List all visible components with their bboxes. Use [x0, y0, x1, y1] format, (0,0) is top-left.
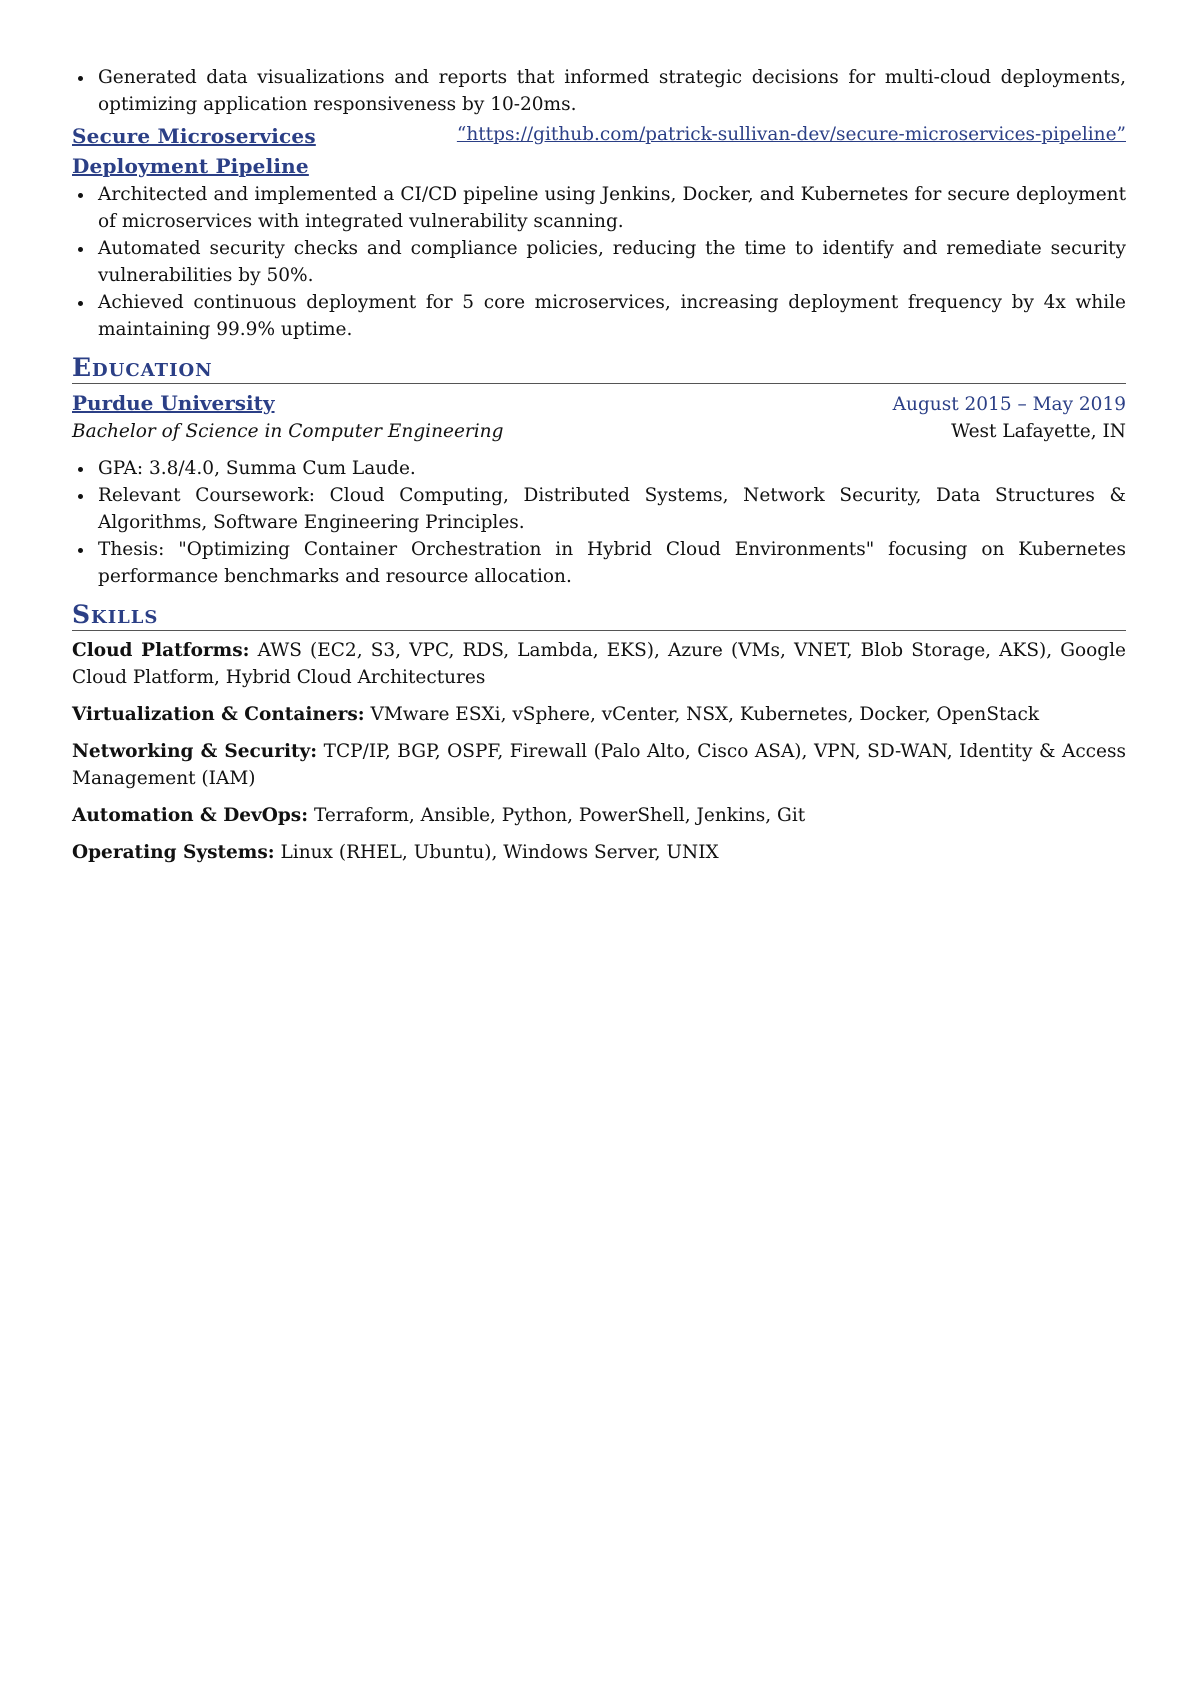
education-bullet-list: [72, 455, 1126, 590]
project-repo-link[interactable]: “https://github.com/patrick-sullivan-dev/secure-microservices-pipeline”: [456, 124, 1126, 145]
skill-label: Operating Systems:: [72, 842, 275, 863]
list-item: Automated security checks and compliance policies, reducing the time to identify and remediate security vulnerabilities by 50%.: [72, 235, 1126, 289]
degree-name: Bachelor of Science in Computer Engineering: [72, 421, 504, 442]
skills-list: [72, 637, 1126, 866]
education-heading: Education: [72, 353, 1126, 384]
project-title-link[interactable]: Secure Microservices Deployment Pipeline: [72, 124, 316, 178]
education-degree-row: [72, 418, 1126, 445]
skill-value: Terraform, Ansible, Python, PowerShell, Jenkins, Git: [313, 805, 806, 826]
resume-page: [72, 64, 1126, 866]
skill-value: Linux (RHEL, Ubuntu), Windows Server, UNIX: [280, 842, 719, 863]
project-bullet-list: [72, 181, 1126, 343]
list-item: Thesis: "Optimizing Container Orchestration in Hybrid Cloud Environments" focusing on Kubernetes performance benchmarks and resource allocation.: [72, 536, 1126, 590]
project-header: [72, 121, 1126, 181]
list-item: Relevant Coursework: Cloud Computing, Distributed Systems, Network Security, Data Structures & Algorithms, Software Engineering Principles.: [72, 482, 1126, 536]
list-item: Achieved continuous deployment for 5 core microservices, increasing deployment frequency by 4x while maintaining 99.9% uptime.: [72, 289, 1126, 343]
skill-label: Virtualization & Containers:: [72, 704, 365, 725]
education-school-row: [72, 384, 1126, 418]
skill-value: VMware ESXi, vSphere, vCenter, NSX, Kubernetes, Docker, OpenStack: [370, 704, 1040, 725]
skill-label: Networking & Security:: [72, 741, 318, 762]
skill-row: [72, 701, 1126, 728]
skill-value: AWS (EC2, S3, VPC, RDS, Lambda, EKS), Azure (VMs, VNET, Blob Storage, AKS), Google Cloud Platform, Hybrid Cloud Architectures: [72, 640, 1126, 688]
school-name-link[interactable]: Purdue University: [72, 391, 275, 415]
skill-row: [72, 637, 1126, 691]
skill-value: TCP/IP, BGP, OSPF, Firewall (Palo Alto, Cisco ASA), VPN, SD-WAN, Identity & Access Management (IAM): [72, 741, 1126, 789]
skills-heading: Skills: [72, 600, 1126, 631]
skill-label: Automation & DevOps:: [72, 805, 309, 826]
list-item: Architected and implemented a CI/CD pipeline using Jenkins, Docker, and Kubernetes for secure deployment of microservices with integrated vulnerability scanning.: [72, 181, 1126, 235]
skill-row: [72, 738, 1126, 792]
list-item: Generated data visualizations and reports that informed strategic decisions for multi-cloud deployments, optimizing application responsiveness by 10-20ms.: [72, 64, 1126, 118]
skill-label: Cloud Platforms:: [72, 640, 250, 661]
skill-row: [72, 802, 1126, 829]
skill-row: [72, 839, 1126, 866]
experience-bullet-list: [72, 64, 1126, 118]
list-item: GPA: 3.8/4.0, Summa Cum Laude.: [72, 455, 1126, 482]
education-dates: August 2015 – May 2019: [892, 394, 1126, 415]
education-location: West Lafayette, IN: [951, 421, 1126, 442]
